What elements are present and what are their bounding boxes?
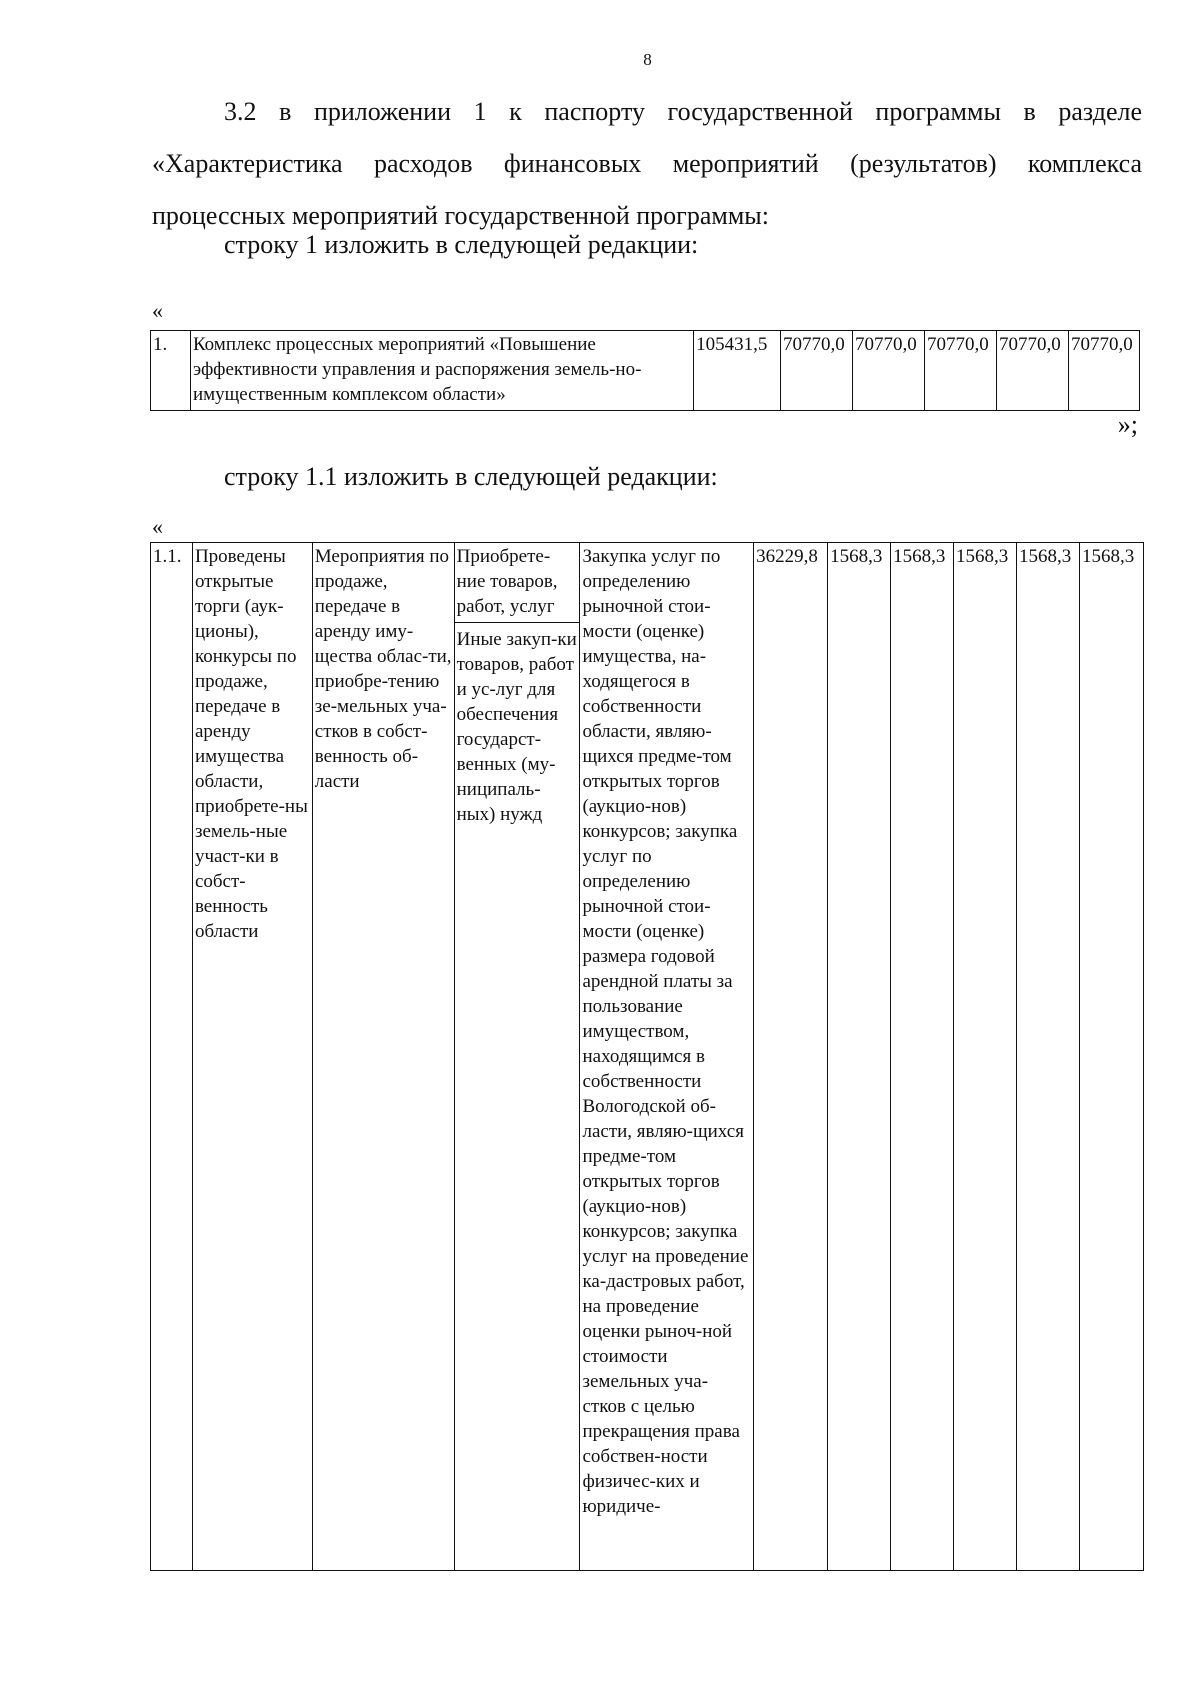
- row11-measure: Мероприятия по продаже, передаче в аренду иму-щества облас-ти, приобре-тению зе-мельных уча-стков в собст-венность об-ласти: [312, 543, 454, 1571]
- row11-value-5: 1568,3: [1016, 543, 1079, 1571]
- row1-num: 1.: [151, 331, 191, 411]
- open-quote-1: «: [152, 298, 163, 323]
- row11-description: Закупка услуг по определению рыночной стои-мости (оценке) имущества, на-ходящегося в собственности области, являю-щихся предме-том открытых торгов (аукцио-нов) конкурсов; закупка услуг по определению рыночной стои-мости (оценке) размера годовой арендной платы за пользование имуществом, находящимся в собственности Вологодской об-ласти, являю-щихся предме-том открытых торгов (аукцио-нов) конкурсов; закупка услуг на проведение ка-дастровых работ, на проведение оценки рыноч-ной стоимости земельных уча-стков с целью прекращения права собствен-ности физичес-ких и юридиче-: [580, 543, 754, 1571]
- row1-name: Комплекс процессных мероприятий «Повышение эффективности управления и распоряжения земель-но-имущественным комплексом области»: [190, 331, 693, 411]
- row1-value-2: 70770,0: [781, 331, 853, 411]
- open-quote-2: «: [152, 514, 163, 539]
- row11-value-1: 36229,8: [754, 543, 828, 1571]
- row1-value-1: 105431,5: [694, 331, 781, 411]
- row11-table: [150, 542, 1144, 1571]
- row11-result: Проведены открытые торги (аук-ционы), конкурсы по продаже, передаче в аренду имущества области, приобрете-ны земель-ные участ-ки в собст-венность области: [192, 543, 312, 1571]
- row11-type: [454, 543, 580, 1571]
- row1-value-3: 70770,0: [853, 331, 925, 411]
- instruction-row-1: строку 1 изложить в следующей редакции:: [224, 230, 699, 259]
- row1-value-5: 70770,0: [996, 331, 1068, 411]
- row11-value-3: 1568,3: [891, 543, 954, 1571]
- intro-text: 3.2 в приложении 1 к паспорту государственной программы в разделе «Характеристика расходов финансовых мероприятий (результатов) комплекса процессных мероприятий государственной программы:: [152, 97, 1142, 230]
- row11-type-top: Приобрете-ние товаров, работ, услуг: [456, 546, 558, 617]
- close-quote-1: »;: [1117, 410, 1138, 439]
- row1-table: [150, 330, 1140, 411]
- row1-value-6: 70770,0: [1068, 331, 1139, 411]
- row1: [151, 331, 1140, 411]
- row11: [151, 543, 1144, 1571]
- row1-value-4: 70770,0: [925, 331, 997, 411]
- intro-paragraph: [152, 86, 1142, 242]
- row11-value-4: 1568,3: [954, 543, 1017, 1571]
- row11-num: 1.1.: [151, 543, 193, 1571]
- row11-value-2: 1568,3: [828, 543, 891, 1571]
- row11-type-bottom: Иные закуп-ки товаров, работ и ус-луг для обеспечения государст-венных (му-ниципаль-ных) нужд: [455, 622, 580, 827]
- instruction-row-1-1: строку 1.1 изложить в следующей редакции:: [224, 462, 718, 491]
- row11-value-6: 1568,3: [1079, 543, 1143, 1571]
- page-number: 8: [643, 50, 652, 69]
